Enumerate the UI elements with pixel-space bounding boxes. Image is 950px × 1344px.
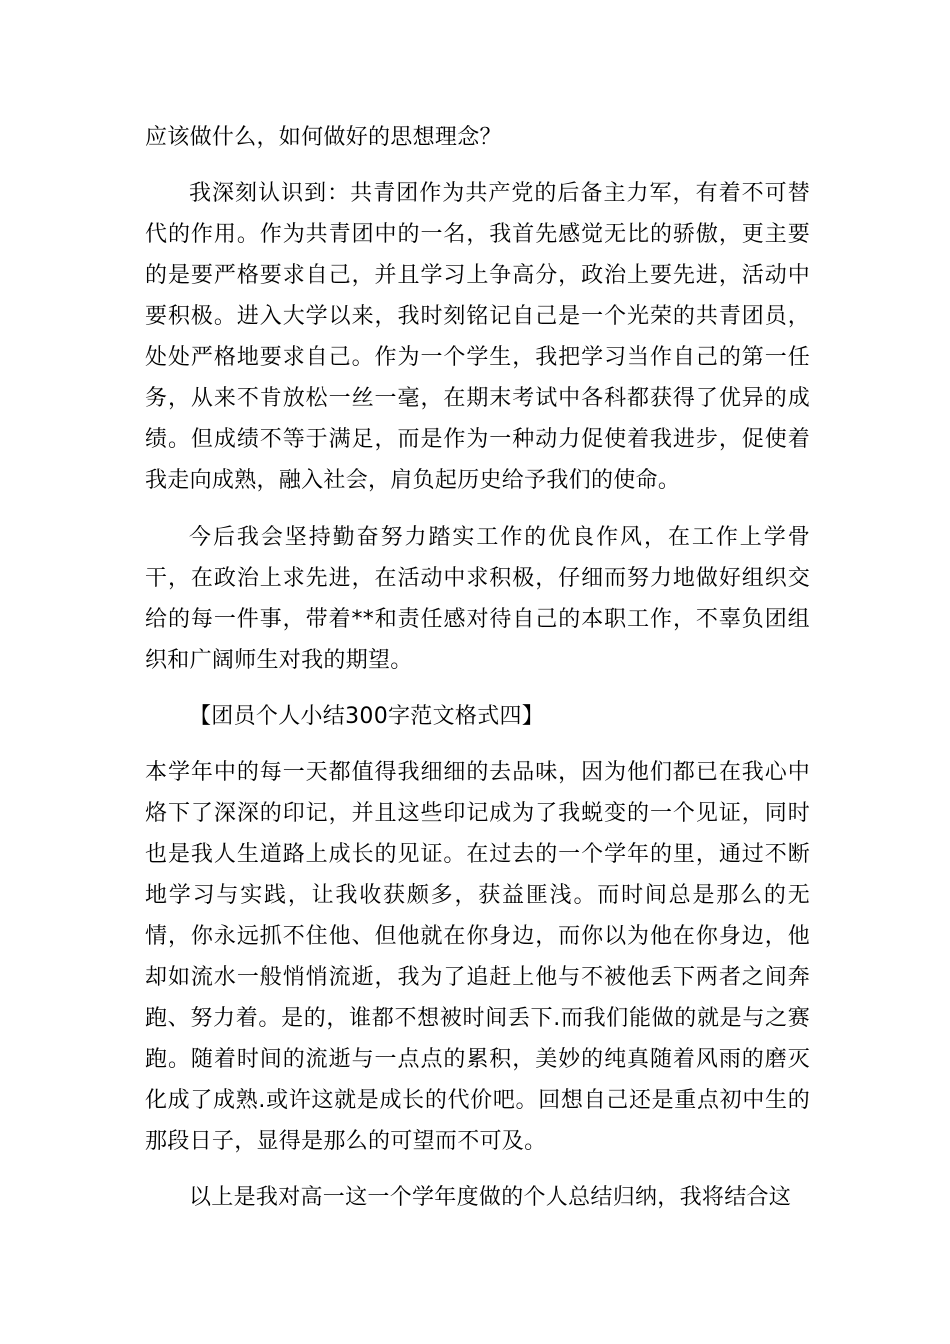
paragraph-body-4: 以上是我对高一这一个学年度做的个人总结归纳，我将结合这	[189, 1185, 792, 1210]
paragraph-body-3: 本学年中的每一天都值得我细细的去品味，因为他们都已在我心中烙下了深深的印记，并且这些印记成为了我蜕变的一个见证，同时也是我人生道路上成长的见证。在过去的一个学年的里，通过不断地学习与实践，让我收获颇多，获益匪浅。而时间总是那么的无情，你永远抓不住他、但他就在你身边，而你以为他在你身边，他却如流水一般悄悄流逝，我为了追赶上他与不被他丢下两者之间奔跑、努力着。是的，谁都不想被时间丢下.而我们能做的就是与之赛跑。随着时间的流逝与一点点的累积，美妙的纯真随着风雨的磨灭化成了成熟.或许这就是成长的代价吧。回想自己还是重点初中生的那段日子，显得是那么的可望而不可及。	[145, 760, 810, 1154]
paragraph-body-1: 我深刻认识到：共青团作为共产党的后备主力军，有着不可替代的作用。作为共青团中的一名，我首先感觉无比的骄傲，更主要的是要严格要求自己，并且学习上争高分，政治上要先进，活动中要积极。进入大学以来，我时刻铭记自己是一个光荣的共青团员，处处严格地要求自己。作为一个学生，我把学习当作自己的第一任务，从来不肯放松一丝一毫，在期末考试中各科都获得了优异的成绩。但成绩不等于满足，而是作为一种动力促使着我进步，促使着我走向成熟，融入社会，肩负起历史给予我们的使命。	[145, 181, 810, 493]
paragraph-continuation: 应该做什么，如何做好的思想理念？	[145, 125, 502, 150]
section-heading: 【团员个人小结300字范文格式四】	[189, 704, 545, 729]
paragraph-body-2: 今后我会坚持勤奋努力踏实工作的优良作风，在工作上学骨干，在政治上求先进，在活动中求积极，仔细而努力地做好组织交给的每一件事，带着**和责任感对待自己的本职工作，不辜负团组织和广阔师生对我的期望。	[145, 525, 810, 673]
